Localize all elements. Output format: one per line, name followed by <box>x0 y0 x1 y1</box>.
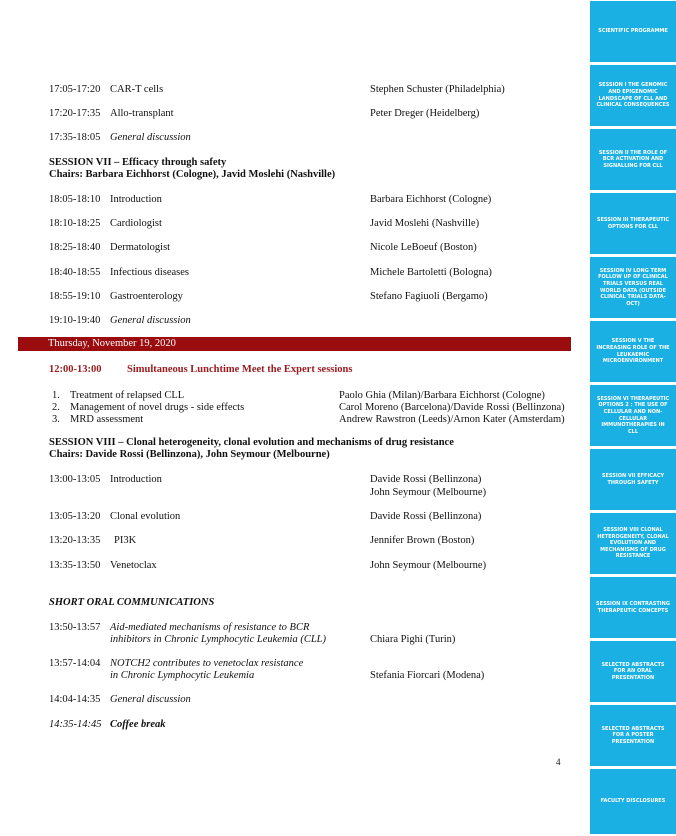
time-slot: 13:05-13:20 <box>49 511 101 522</box>
time-slot: 17:20-17:35 <box>49 108 101 119</box>
talk-title: Introduction <box>110 474 162 485</box>
session-heading: SESSION VIII – Clonal heterogeneity, clonal evolution and mechanisms of drug resistance <box>49 437 454 448</box>
nav-scientific-programme[interactable]: SCIENTIFIC PROGRAMME <box>590 1 676 62</box>
session-heading: SESSION VII – Efficacy through safety <box>49 157 227 168</box>
speaker: Jennifer Brown (Boston) <box>370 535 475 546</box>
session-chairs: Chairs: Barbara Eichhorst (Cologne), Javid Moslehi (Nashville) <box>49 169 336 180</box>
time-slot: 18:40-18:55 <box>49 267 101 278</box>
speaker: Stefania Fiorcari (Modena) <box>370 670 485 681</box>
time-slot: 17:35-18:05 <box>49 132 101 143</box>
speaker: Nicole LeBoeuf (Boston) <box>370 242 477 253</box>
lunch-speakers: Andrew Rawstron (Leeds)/Arnon Kater (Amsterdam) <box>339 414 565 425</box>
talk-title: Aid-mediated mechanisms of resistance to BCR <box>110 622 310 633</box>
nav-session-5[interactable]: SESSION V THE INCREASING ROLE OF THE LEUKAEMIC MICROENVIRONMENT <box>590 321 676 382</box>
session-chairs: Chairs: Davide Rossi (Bellinzona), John Seymour (Melbourne) <box>49 449 330 460</box>
lunch-speakers: Carol Moreno (Barcelona)/Davide Rossi (Bellinzona) <box>339 402 565 413</box>
time-slot: 14:04-14:35 <box>49 694 101 705</box>
talk-title: NOTCH2 contributes to venetoclax resistance <box>110 658 304 669</box>
lunch-topic: Treatment of relapsed CLL <box>70 390 185 401</box>
nav-oral-abstracts[interactable]: SELECTED ABSTRACTS FOR AN ORAL PRESENTATION <box>590 641 676 702</box>
speaker: Barbara Eichhorst (Cologne) <box>370 194 492 205</box>
page-number: 4 <box>556 757 561 767</box>
time-slot: 18:10-18:25 <box>49 218 101 229</box>
speaker: Davide Rossi (Bellinzona) <box>370 511 482 522</box>
speaker: Stephen Schuster (Philadelphia) <box>370 84 505 95</box>
list-number: 1. <box>52 390 60 401</box>
lunch-time: 12:00-13:00 <box>49 364 102 375</box>
nav-faculty-disclosures[interactable]: FACULTY DISCLOSURES <box>590 769 676 834</box>
time-slot: 13:57-14:04 <box>49 658 101 669</box>
time-slot: 14:35-14:45 <box>49 719 102 730</box>
speaker: Javid Moslehi (Nashville) <box>370 218 480 229</box>
speaker: Davide Rossi (Bellinzona) <box>370 474 482 485</box>
time-slot: 13:35-13:50 <box>49 560 101 571</box>
talk-title: General discussion <box>110 132 191 143</box>
talk-title: Cardiologist <box>110 218 162 229</box>
lunch-topic: MRD assessment <box>70 414 144 425</box>
talk-title: General discussion <box>110 694 191 705</box>
talk-title: PI3K <box>114 535 137 546</box>
list-number: 2. <box>52 402 60 413</box>
speaker: Michele Bartoletti (Bologna) <box>370 267 492 278</box>
talk-title: Allo-transplant <box>110 108 174 119</box>
nav-session-7[interactable]: SESSION VII EFFICACY THROUGH SAFETY <box>590 449 676 510</box>
date-band <box>18 337 571 351</box>
oral-heading: SHORT ORAL COMMUNICATIONS <box>49 597 215 608</box>
speaker: Stefano Fagiuoli (Bergamo) <box>370 291 488 302</box>
talk-title: Infectious diseases <box>110 267 190 278</box>
time-slot: 18:05-18:10 <box>49 194 101 205</box>
lunch-title: Simultaneous Lunchtime Meet the Expert sessions <box>127 364 353 375</box>
talk-title: Dermatologist <box>110 242 171 253</box>
nav-session-3[interactable]: SESSION III THERAPEUTIC OPTIONS FOR CLL <box>590 193 676 254</box>
speaker: Peter Dreger (Heidelberg) <box>370 108 480 119</box>
talk-title: Gastroenterology <box>110 291 183 302</box>
nav-session-1[interactable]: SESSION I THE GENOMIC AND EPIGENOMIC LANDSCAPE OF CLL AND CLINICAL CONSEQUENCES <box>590 65 676 126</box>
nav-session-8[interactable]: SESSION VIII CLONAL HETEROGENEITY, CLONAL EVOLUTION AND MECHANISMS OF DRUG RESISTANCE <box>590 513 676 574</box>
time-slot: 18:55-19:10 <box>49 291 101 302</box>
talk-title: Venetoclax <box>110 560 157 571</box>
nav-session-2[interactable]: SESSION II THE ROLE OF BCR ACTIVATION AND SIGNALLING FOR CLL <box>590 129 676 190</box>
time-slot: 13:20-13:35 <box>49 535 101 546</box>
lunch-topic: Management of novel drugs - side effects <box>70 402 245 413</box>
date-label: Thursday, November 19, 2020 <box>48 338 176 349</box>
talk-title-cont: in Chronic Lymphocytic Leukemia <box>110 670 255 681</box>
time-slot: 13:50-13:57 <box>49 622 101 633</box>
nav-session-9[interactable]: SESSION IX CONTRASTING THERAPEUTIC CONCEPTS <box>590 577 676 638</box>
section-sidebar <box>590 0 676 836</box>
speaker: John Seymour (Melbourne) <box>370 487 487 498</box>
speaker: John Seymour (Melbourne) <box>370 560 487 571</box>
nav-session-6[interactable]: SESSION VI THERAPEUTIC OPTIONS 2 : THE USE OF CELLULAR AND NON-CELLULAR IMMUNOTHERAPIES IN CLL <box>590 385 676 446</box>
talk-title: CAR-T cells <box>110 84 164 95</box>
talk-title: Clonal evolution <box>110 511 181 522</box>
talk-title: Introduction <box>110 194 162 205</box>
coffee-break: Coffee break <box>110 719 166 730</box>
time-slot: 13:00-13:05 <box>49 474 101 485</box>
lunch-speakers: Paolo Ghia (Milan)/Barbara Eichhorst (Cologne) <box>339 390 545 401</box>
time-slot: 17:05-17:20 <box>49 84 101 95</box>
nav-poster-abstracts[interactable]: SELECTED ABSTRACTS FOR A POSTER PRESENTATION <box>590 705 676 766</box>
talk-title-cont: inhibitors in Chronic Lymphocytic Leukemia (CLL) <box>110 634 326 645</box>
list-number: 3. <box>52 414 60 425</box>
talk-title: General discussion <box>110 315 191 326</box>
speaker: Chiara Pighi (Turin) <box>370 634 456 645</box>
time-slot: 18:25-18:40 <box>49 242 101 253</box>
nav-session-4[interactable]: SESSION IV LONG TERM FOLLOW UP OF CLINICAL TRIALS VERSUS REAL WORLD DATA (OUTSIDE CLINICAL TRIALS DATA-OCT) <box>590 257 676 318</box>
time-slot: 19:10-19:40 <box>49 315 101 326</box>
